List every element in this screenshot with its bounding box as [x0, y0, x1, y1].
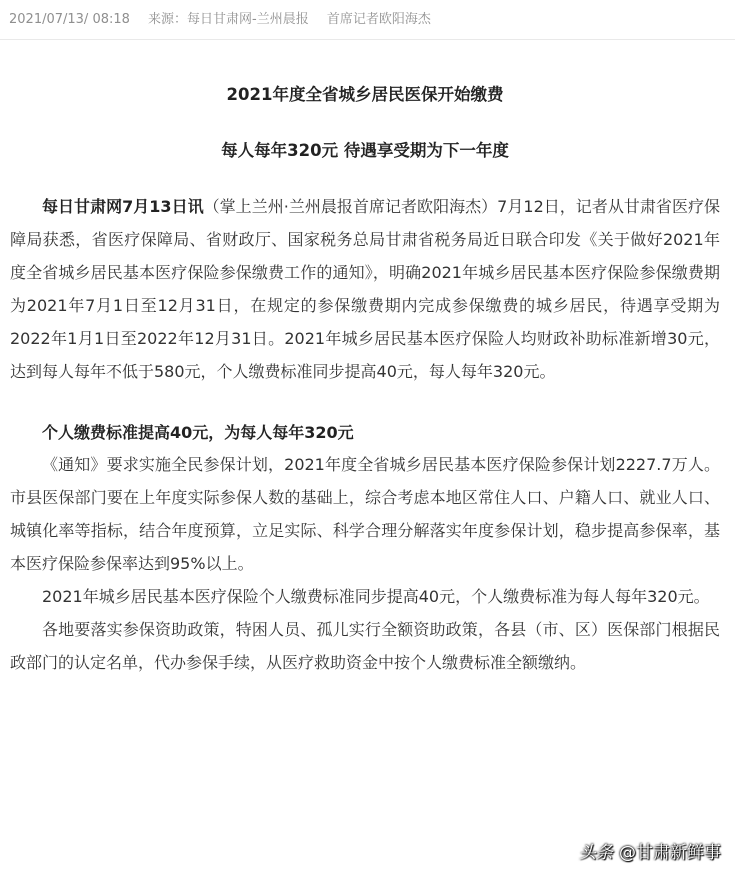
body-paragraph-3: 各地要落实参保资助政策，特困人员、孤儿实行全额资助政策，各县（市、区）医保部门根据民政部门的认定名单，代办参保手续，从医疗救助资金中按个人缴费标准全额缴纳。: [10, 620, 720, 672]
toutiao-watermark: [579, 838, 721, 863]
toutiao-logo: 头条: [579, 843, 613, 863]
lead-text: （掌上兰州·兰州晨报首席记者欧阳海杰）7月12日，记者从甘肃省医疗保障局获悉，省医疗保障局、省财政厅、国家税务总局甘肃省税务局近日联合印发《关于做好2021年度全省城乡居民基本医疗保险参保缴费工作的通知》，明确2021年城乡居民基本医疗保险参保缴费期为2021年7月1日至12月31日，在规定的参保缴费期内完成参保缴费的城乡居民，待遇享受期为2022年1月1日至2022年12月31日。2021年城乡居民基本医疗保险人均财政补助标准新增30元，达到每人每年不低于580元，个人缴费标准同步提高40元，每人每年320元。: [10, 197, 720, 381]
publish-datetime: 2021/07/13/ 08:18: [9, 12, 130, 27]
source-label[interactable]: 来源：每日甘肃网-兰州晨报: [148, 12, 309, 27]
section-subheading: 个人缴费标准提高40元，为每人每年320元: [42, 423, 354, 442]
body-paragraph-2: 2021年城乡居民基本医疗保险个人缴费标准同步提高40元，个人缴费标准为每人每年320元。: [42, 587, 710, 606]
article-body: [10, 40, 720, 679]
headline-primary: 2021年度全省城乡居民医保开始缴费: [226, 85, 504, 104]
lead-paragraph: [10, 190, 720, 388]
article-meta-bar: [0, 0, 735, 40]
dateline: 每日甘肃网7月13日讯: [42, 197, 204, 216]
headline-secondary: 每人每年320元 待遇享受期为下一年度: [221, 141, 509, 160]
watermark-account: @甘肃新鲜事: [619, 843, 721, 863]
body-paragraph-1: 《通知》要求实施全民参保计划，2021年度全省城乡居民基本医疗保险参保计划2227.7万人。市县医保部门要在上年度实际参保人数的基础上，综合考虑本地区常住人口、户籍人口、就业人口、城镇化率等指标，结合年度预算，立足实际、科学合理分解落实年度参保计划，稳步提高参保率，基本医疗保险参保率达到95%以上。: [10, 455, 720, 573]
reporter-label: 首席记者欧阳海杰: [326, 12, 431, 27]
